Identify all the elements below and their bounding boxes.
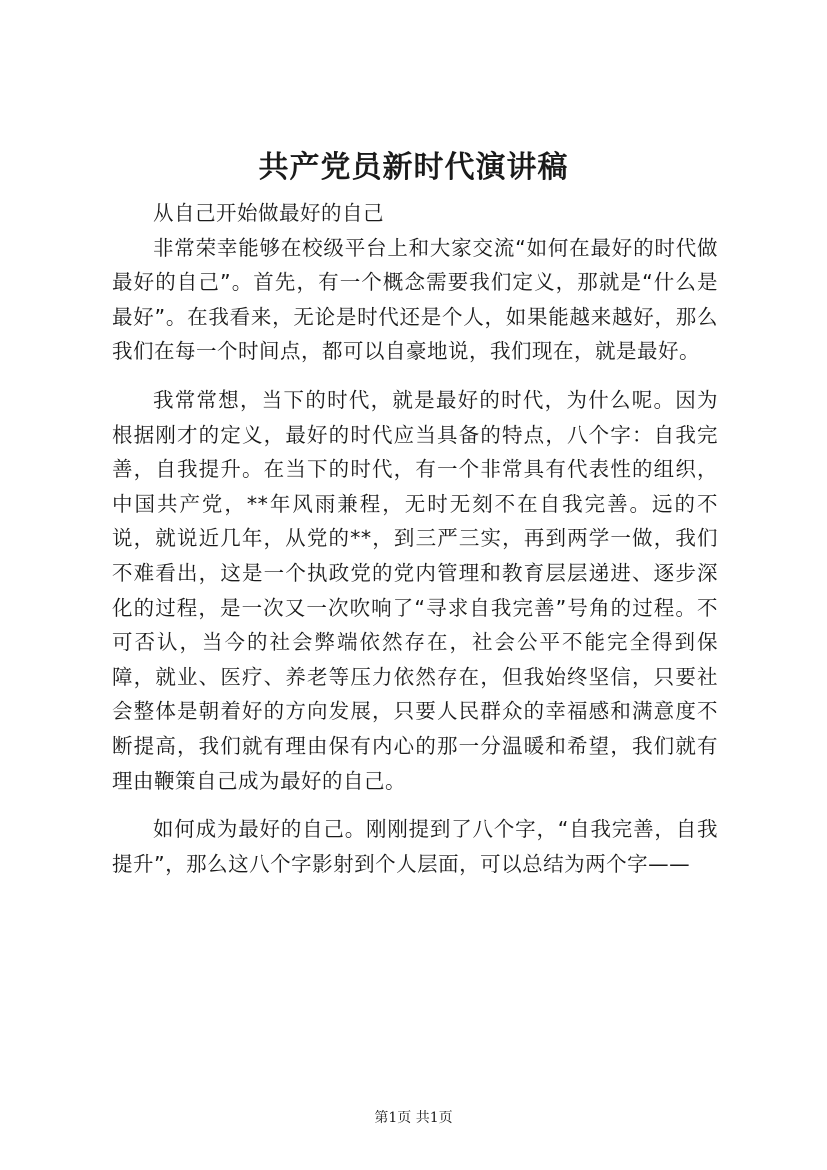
subtitle-line: 从自己开始做最好的自己	[153, 201, 384, 225]
paragraph-3: 如何成为最好的自己。刚刚提到了八个字，“自我完善，自我提升”，那么这八个字影射到个人层面，可以总结为两个字——	[112, 817, 718, 876]
page-footer: 第1页 共1页	[374, 1110, 453, 1126]
paragraph-2: 我常常想，当下的时代，就是最好的时代，为什么呢。因为根据刚才的定义，最好的时代应当具备的特点，八个字：自我完善，自我提升。在当下的时代，有一个非常具有代表性的组织，中国共产党，**年风雨兼程，无时无刻不在自我完善。远的不说，就说近几年，从党的**，到三严三实，再到两学一做，我们不难看出，这是一个执政党的党内管理和教育层层递进、逐步深化的过程，是一次又一次吹响了“寻求自我完善”号角的过程。不可否认，当今的社会弊端依然存在，社会公平不能完全得到保障，就业、医疗、养老等压力依然存在，但我始终坚信，只要社会整体是朝着好的方向发展，只要人民群众的幸福感和满意度不断提高，我们就有理由保有内心的那一分温暖和希望，我们就有理由鞭策自己成为最好的自己。	[112, 387, 718, 793]
document-title: 共产党员新时代演讲稿	[258, 150, 569, 185]
document-body	[112, 196, 718, 881]
paragraph-1: 非常荣幸能够在校级平台上和大家交流“如何在最好的时代做最好的自己”。首先，有一个概念需要我们定义，那就是“什么是最好”。在我看来，无论是时代还是个人，如果能越来越好，那么我们在每一个时间点，都可以自豪地说，我们现在，就是最好。	[112, 235, 718, 364]
